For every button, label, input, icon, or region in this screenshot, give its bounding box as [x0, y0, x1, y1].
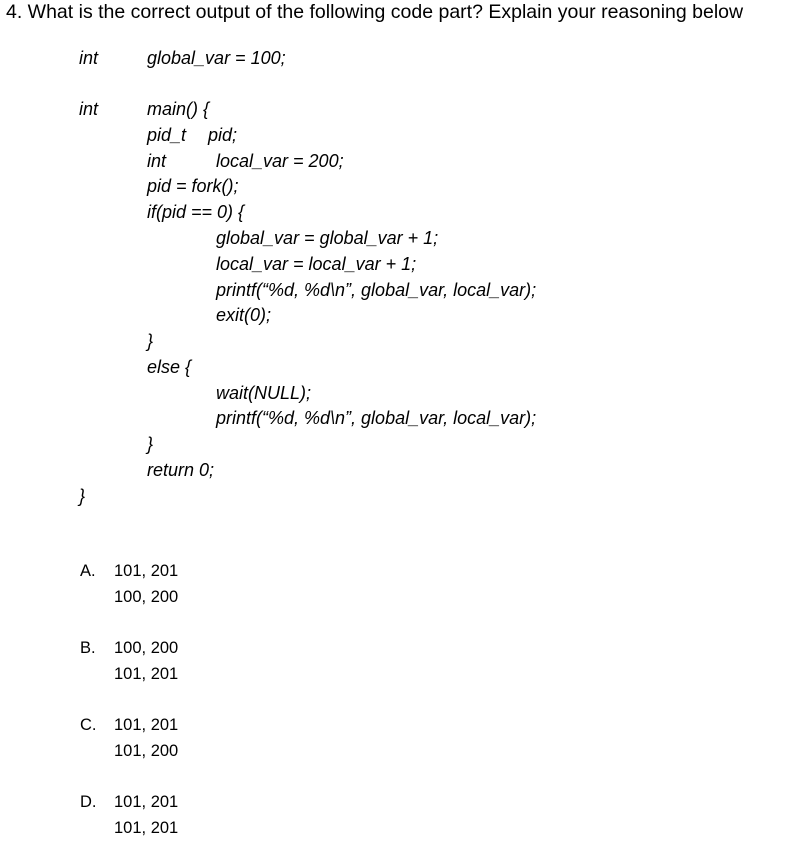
option-letter: B. [80, 639, 96, 657]
main-type: int [79, 99, 99, 119]
option-value-2: 101, 200 [114, 742, 179, 760]
if-line: if(pid == 0) { [147, 202, 245, 222]
option-value-1: 101, 201 [114, 793, 179, 811]
parent-line-2: printf(“%d, %d\n”, global_var, local_var); [216, 408, 537, 428]
else-close-brace: } [147, 434, 154, 454]
child-line-2: local_var = local_var + 1; [216, 254, 417, 274]
option-letter: D. [80, 793, 97, 811]
main-signature: main() { [147, 99, 210, 119]
local-declaration: local_var = 200; [216, 151, 344, 171]
local-type: int [147, 151, 167, 171]
child-line-3: printf(“%d, %d\n”, global_var, local_var); [216, 280, 537, 300]
option-value-1: 101, 201 [114, 562, 179, 580]
main-close-brace: } [79, 486, 86, 506]
child-line-4: exit(0); [216, 305, 272, 325]
pid-type: pid_t [147, 125, 187, 145]
option-value-1: 101, 201 [114, 716, 179, 734]
option-value-2: 101, 201 [114, 819, 179, 837]
parent-line-1: wait(NULL); [216, 383, 312, 403]
else-line: else { [147, 357, 192, 377]
fork-line: pid = fork(); [147, 176, 239, 196]
global-type: int [79, 48, 99, 68]
if-close-brace: } [147, 331, 154, 351]
option-value-2: 101, 201 [114, 665, 179, 683]
option-value-1: 100, 200 [114, 639, 179, 657]
option-letter: C. [80, 716, 97, 734]
question-text: 4. What is the correct output of the following code part? Explain your reasoning below [6, 1, 744, 23]
option-value-2: 100, 200 [114, 588, 179, 606]
option-letter: A. [80, 562, 96, 580]
pid-name: pid; [208, 125, 238, 145]
child-line-1: global_var = global_var + 1; [216, 228, 439, 248]
global-declaration: global_var = 100; [147, 48, 286, 68]
return-line: return 0; [147, 460, 215, 480]
